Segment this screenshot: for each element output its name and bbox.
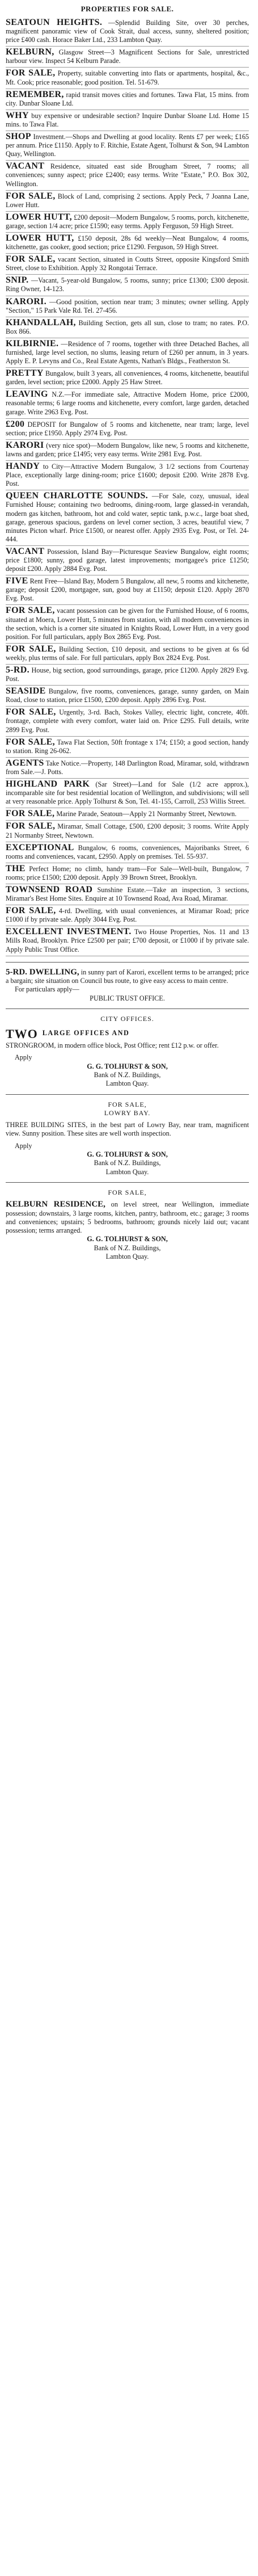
ad-text: Possession, Island Bay—Picturesque Seaview Bungalow, eight rooms; price £1800; sunny, good garage, latest improvements; mortgagee's price £1250; deposit £200. Apply 2884 Evg. Post. bbox=[6, 547, 249, 573]
classified-ad bbox=[6, 317, 249, 338]
ad-lead: FOR SALE, bbox=[6, 809, 55, 819]
ad-lead: AGENTS bbox=[6, 758, 44, 768]
ad-lead: HANDY bbox=[6, 461, 40, 472]
ad-lead: KILBIRNIE. bbox=[6, 338, 59, 348]
ad-text: 4-rd. Dwelling, with usual conveniences, at Miramar Road; price £1000 if by private sale. Apply 3044 Evg. Post. bbox=[6, 907, 249, 924]
ad-text: Building Section, £10 deposit, and sections to be given at 6s 6d weekly, plus terms of sale. For full particulars, apply Box 2824 Evg. Post. bbox=[6, 645, 249, 662]
ad-lead: KARORI. bbox=[6, 296, 46, 306]
ad-lead: KHANDALLAH, bbox=[6, 317, 76, 327]
ad-text: Bungalow, built 3 years, all conveniences, 4 rooms, kitchenette, beautiful garden, level section; price £2000. Apply 25 Haw Street. bbox=[6, 369, 249, 386]
city-offices-line1: LARGE OFFICES AND bbox=[42, 1029, 130, 1037]
classified-ad bbox=[6, 821, 249, 842]
ad-text: rapid transit moves cities and fortunes. Tawa Flat, 15 mins. from city. Dunbar Sloane Ltd. bbox=[6, 90, 249, 107]
ad-text: Block of Land, comprising 2 sections. Apply Peck, 7 Joanna Lane, Lower Hutt. bbox=[6, 192, 249, 209]
public-trust-ad bbox=[6, 968, 249, 1003]
ad-lead: FOR SALE, bbox=[6, 737, 55, 747]
ad-text: (Sar Street)—Land for Sale (1/2 acre approx.), incomparable site for best residential location of Wellington, and subdivisions; will sell at very reasonable price. Apply Tolhurst & Son, Tel. 41-155, Carroll, 253 Willis Street. bbox=[6, 780, 249, 806]
classified-ad bbox=[6, 440, 249, 461]
ad-text: Perfect Home; no climb, handy tram—For Sale—Well-built, Bungalow, 7 rooms; price £1500; £200 deposit. Apply 39 Brown Street, Brooklyn. bbox=[6, 864, 249, 881]
classified-ad bbox=[6, 686, 249, 707]
city-offices-address: Bank of N.Z. Buildings, bbox=[94, 1071, 161, 1079]
divider bbox=[6, 962, 249, 963]
ad-text: to City—Attractive Modern Bungalow, 3 1/2 sections from Courtenay Place, exceptionally large dining-room; price £1600; deposit £200. Write 2878 Evg. Post. bbox=[6, 463, 249, 488]
classified-ad bbox=[6, 110, 249, 131]
ad-lead: FOR SALE, bbox=[6, 707, 56, 717]
ad-text: Miramar, Small Cottage, £500, £200 deposit; 3 rooms. Write Apply 21 Normanby Street, Newtown. bbox=[6, 822, 249, 839]
kelburn-heading: FOR SALE, bbox=[108, 1188, 147, 1196]
ad-text: Property, suitable converting into flats or apartments, hospital, &c., Mt. Cook; price reasonable; good position. Tel. 51-679. bbox=[6, 69, 249, 86]
classified-ad bbox=[6, 233, 249, 254]
city-offices-apply: Apply bbox=[15, 1053, 32, 1062]
ad-lead: KELBURN, bbox=[6, 47, 54, 57]
ad-text: Take Notice.—Property, 148 Darlington Road, Miramar, sold, withdrawn from Sale.—J. Potts. bbox=[6, 759, 249, 776]
ad-text: Investment.—Shops and Dwelling at good locality. Rents £7 per week; £165 per annum. Price £1150. Apply to F. Ritchie, Estate Agent, Tolhurst & Son, 94 Lambton Quay, Wellington. bbox=[6, 133, 249, 158]
kelburn-agent: G. G. TOLHURST & SON, bbox=[87, 1235, 168, 1243]
lowry-bay-address: Bank of N.Z. Buildings, bbox=[94, 1159, 161, 1167]
city-offices-big-word: TWO bbox=[6, 1027, 38, 1041]
kelburn-text: on level street, near Wellington, immediate possession; downstairs, 3 large rooms, kitchen, pantry, bathroom, etc.; garage; 3 rooms and conveniences; upstairs; 5 bedrooms, bathroom; grounds nicely laid out; vacant possession; terms arranged. bbox=[6, 1200, 249, 1235]
lowry-bay-subheading: LOWRY BAY. bbox=[104, 1108, 151, 1117]
ad-lead: WHY bbox=[6, 110, 29, 120]
ad-lead: £200 bbox=[6, 419, 25, 429]
lowry-bay-ad bbox=[6, 1100, 249, 1176]
classified-ad bbox=[6, 737, 249, 758]
ad-lead: SEATOUN HEIGHTS. bbox=[6, 18, 103, 27]
ad-text: —Residence of 7 rooms, together with three Detached Baches, all furnished, large level section, no slums, leasing return of £260 per annum, in 3 years. Apply E. P. Levyns and Co., Real Estate Agents, Nathan's Bldgs., Featherston St. bbox=[6, 339, 249, 365]
kelburn-lead: KELBURN RESIDENCE, bbox=[6, 1200, 105, 1209]
kelburn-street: Lambton Quay. bbox=[105, 1253, 149, 1261]
classified-ad bbox=[6, 275, 249, 296]
ad-text: N.Z.—For immediate sale, Attractive Modern Home, price £2000, reasonable terms; 6 large rooms and kitchenette, every comfort, large garden, detached garage. Write 2963 Evg. Post. bbox=[6, 390, 249, 416]
classified-ad bbox=[6, 707, 249, 736]
divider bbox=[6, 1094, 249, 1095]
classified-ad bbox=[6, 808, 249, 821]
ad-lead: FIVE bbox=[6, 576, 28, 586]
ad-lead: PRETTY bbox=[6, 368, 44, 379]
ad-lead: FOR SALE, bbox=[6, 191, 56, 201]
lowry-bay-text: THREE BUILDING SITES, in the best part of Lowry Bay, near tram, magnificent view. Sunny position. These sites are well worth inspection. bbox=[6, 1121, 249, 1138]
ad-lead: FOR SALE, bbox=[6, 821, 56, 831]
classified-ad bbox=[6, 389, 249, 418]
ad-text: vacant Section, situated in Coutts Street, opposite Kingsford Smith Street, close to Exhibition. Apply 32 Rongotai Terrace. bbox=[6, 255, 249, 272]
classified-ad bbox=[6, 419, 249, 440]
lowry-bay-apply: Apply bbox=[15, 1141, 32, 1150]
divider bbox=[6, 1182, 249, 1183]
classified-ad bbox=[6, 89, 249, 110]
ad-lead: FOR SALE, bbox=[6, 254, 56, 264]
ad-lead: FOR SALE, bbox=[6, 906, 56, 916]
public-trust-note: For particulars apply— bbox=[15, 985, 79, 994]
classified-ad bbox=[6, 644, 249, 665]
classified-ad bbox=[6, 17, 249, 47]
ad-lead: VACANT bbox=[6, 161, 45, 171]
ad-lead: VACANT bbox=[6, 546, 45, 556]
ad-lead: SNIP. bbox=[6, 275, 29, 285]
kelburn-ad bbox=[6, 1188, 249, 1261]
classified-ad bbox=[6, 338, 249, 368]
ad-text: Residence, situated east side Brougham Street, 7 rooms; all conveniences; sunny aspect; price £2400; easy terms. Write "Estate," P.O. Box 302, Wellington. bbox=[6, 162, 249, 188]
classified-ad bbox=[6, 161, 249, 190]
city-offices-line2: STRONGROOM, in modern office block, Post Office; rent £12 p.w. or offer. bbox=[6, 1041, 219, 1050]
ad-lead: SEASIDE bbox=[6, 686, 46, 696]
ad-text: vacant possession can be given for the Furnished House, of 6 rooms, situated at Moera, Lower Hutt, 5 minutes from station, with all modern conveniences in the section, which is a corner site situated in Knights Road, Lower Hutt, in a very good position. For full particulars, apply Box 2865 Evg. Post. bbox=[6, 607, 249, 641]
ad-text: Two House Properties, Nos. 11 and 13 Mills Road, Brooklyn. Price £2500 per pair; £700 deposit, or £1000 if by private sale. Apply Public Trust Office. bbox=[6, 928, 249, 953]
classified-ad bbox=[6, 191, 249, 212]
public-trust-signature: PUBLIC TRUST OFFICE. bbox=[90, 994, 165, 1002]
ad-lead: EXCEPTIONAL bbox=[6, 842, 74, 852]
classified-ad bbox=[6, 575, 249, 605]
lowry-bay-heading: FOR SALE, bbox=[108, 1100, 147, 1108]
kelburn-address: Bank of N.Z. Buildings, bbox=[94, 1243, 161, 1252]
ad-text: Bungalow, 6 rooms, conveniences, Majoribanks Street, 6 rooms and conveniences, vacant, £2950. Apply on premises. Tel. 55-937. bbox=[6, 843, 249, 860]
city-offices-ad bbox=[6, 1015, 249, 1089]
ad-text: —Splendid Building Site, over 30 perches, magnificent panoramic view of Cook Strait, dual access, sunny, sheltered position; price £400 cash. Horace Baker Ltd., 233 Lambton Quay. bbox=[6, 19, 249, 44]
classified-ad bbox=[6, 884, 249, 905]
ad-lead: FOR SALE, bbox=[6, 606, 55, 616]
lowry-bay-agent: G. G. TOLHURST & SON, bbox=[87, 1150, 168, 1159]
ad-lead: LOWER HUTT, bbox=[6, 212, 72, 222]
ad-text: Tawa Flat Section, 50ft frontage x 174; £150; a good section, handy to station. Ring 26-062. bbox=[6, 738, 249, 755]
ad-lead: HIGHLAND PARK bbox=[6, 779, 90, 789]
ad-lead: THE bbox=[6, 863, 26, 873]
divider bbox=[6, 1008, 249, 1009]
classified-ad bbox=[6, 758, 249, 779]
ad-text: Urgently, 3-rd. Bach, Stokes Valley, electric light, concrete, 40ft. frontage, complete with every comfort, water laid on. Price £295. Full details, write 2899 Evg. Post. bbox=[6, 708, 249, 734]
classified-ad bbox=[6, 926, 249, 956]
ad-lead: SHOP bbox=[6, 132, 31, 142]
classified-ad bbox=[6, 490, 249, 546]
city-offices-street: Lambton Quay. bbox=[105, 1079, 149, 1088]
ad-text: DEPOSIT for Bungalow of 5 rooms and kitchenette, near tram; large, level section; price £1950. Apply 2974 Evg. Post. bbox=[6, 420, 249, 437]
classified-ad bbox=[6, 47, 249, 68]
ad-lead: TOWNSEND ROAD bbox=[6, 884, 93, 894]
ad-lead: LEAVING bbox=[6, 389, 48, 400]
city-offices-agent: G. G. TOLHURST & SON, bbox=[87, 1062, 168, 1070]
ad-text: —Good position, section near tram; 3 minutes; owner selling. Apply "Section," 15 Park Vale Rd. Tel. 27-456. bbox=[6, 297, 249, 314]
ad-lead: LOWER HUTT, bbox=[6, 233, 74, 243]
classified-ad bbox=[6, 254, 249, 275]
ads-list bbox=[6, 17, 249, 956]
classified-ad bbox=[6, 546, 249, 575]
ad-text: House, big section, good surroundings, garage, price £1200. Apply 2829 Evg. Post. bbox=[6, 666, 249, 683]
ad-lead: 5-RD. bbox=[6, 665, 29, 675]
lowry-bay-street: Lambton Quay. bbox=[105, 1167, 149, 1176]
public-trust-lead: 5-RD. DWELLING, bbox=[6, 967, 79, 977]
ad-text: Marine Parade, Seatoun—Apply 21 Normanby Street, Newtown. bbox=[56, 810, 237, 818]
ad-text: £200 deposit—Modern Bungalow, 5 rooms, porch, kitchenette, garage, section 1/4 acre; price £1590; easy terms. Apply Ferguson, 59 High Street. bbox=[6, 213, 249, 230]
classified-ad bbox=[6, 842, 249, 863]
classified-ad bbox=[6, 68, 249, 89]
ad-lead: QUEEN CHARLOTTE SOUNDS. bbox=[6, 491, 148, 501]
ad-text: Sunshine Estate.—Take an inspection, 3 sections, Miramar's Best Home Sites. Enquire at 10 Townsend Road, Ava Road, Miramar. bbox=[6, 885, 249, 903]
ad-text: £150 deposit, 28s 6d weekly—Neat Bungalow, 4 rooms, kitchenette, gas cooker, good section; price £1290. Ferguson, 59 High Street. bbox=[6, 234, 249, 251]
ad-lead: FOR SALE, bbox=[6, 68, 56, 78]
column-title: PROPERTIES FOR SALE. bbox=[81, 5, 174, 13]
ad-text: (very nice spot)—Modern Bungalow, like new, 5 rooms and kitchenette, lawns and garden; price £1495; very easy terms. Write 2981 Evg. Post. bbox=[6, 441, 249, 458]
ad-lead: FOR SALE, bbox=[6, 644, 56, 654]
city-offices-heading: CITY OFFICES. bbox=[100, 1014, 154, 1023]
ad-text: Bungalow, five rooms, conveniences, garage, sunny garden, on Main Road, close to station, price £1500, £200 deposit. Apply 2896 Evg. Post. bbox=[6, 687, 249, 704]
classified-ad bbox=[6, 368, 249, 389]
classified-ad bbox=[6, 461, 249, 490]
classified-ad bbox=[6, 296, 249, 317]
classified-ad bbox=[6, 665, 249, 686]
ad-lead: KARORI bbox=[6, 440, 44, 450]
ad-text: Glasgow Street—3 Magnificent Sections for Sale, unrestricted harbour view. Inspect 54 Kelburn Parade. bbox=[6, 48, 249, 65]
page bbox=[0, 0, 258, 1261]
classified-ad bbox=[6, 905, 249, 926]
ad-lead: REMEMBER, bbox=[6, 89, 64, 99]
ad-text: Building Section, gets all sun, close to tram; no rates. P.O. Box 866. bbox=[6, 318, 249, 335]
ad-text: buy expensive or undesirable section? Inquire Dunbar Sloane Ltd. Home 15 mins. to Tawa Flat. bbox=[6, 111, 249, 128]
public-trust-text: in sunny part of Karori, excellent terms to be arranged; price a bargain; site situation on Council bus route, to give easy access to main centre. bbox=[6, 968, 249, 985]
classified-ad bbox=[6, 605, 249, 643]
ad-lead: EXCELLENT INVESTMENT. bbox=[6, 927, 132, 937]
classified-ad bbox=[6, 131, 249, 161]
classified-ad bbox=[6, 863, 249, 884]
ad-text: Rent Free—Island Bay, Modern 5 Bungalow, all new, 5 rooms and kitchenette, garage; deposit £200, mortgagee, sun, good buy at £1150; deposit £120. Apply 2870 Evg. Post. bbox=[6, 577, 249, 603]
classified-ad bbox=[6, 779, 249, 808]
ad-text: —Vacant, 5-year-old Bungalow, 5 rooms, sunny; price £1300; £300 deposit. Ring Owner, 14-123. bbox=[6, 276, 249, 293]
ad-text: —For Sale, cozy, unusual, ideal Furnished House; containing two bedrooms, dining-room, large glassed-in verandah, modern gas kitchen, bathroom, hot and cold water, septic tank, p.w.c., large boat shed, garage, generous spacious, gardens on level corner section, 3 acres, beautiful view, 7 minutes Picton wharf. Price £1500, or nearest offer. Apply 2935 Evg. Post, or Tel. 24-444. bbox=[6, 492, 249, 543]
classified-ad bbox=[6, 212, 249, 233]
